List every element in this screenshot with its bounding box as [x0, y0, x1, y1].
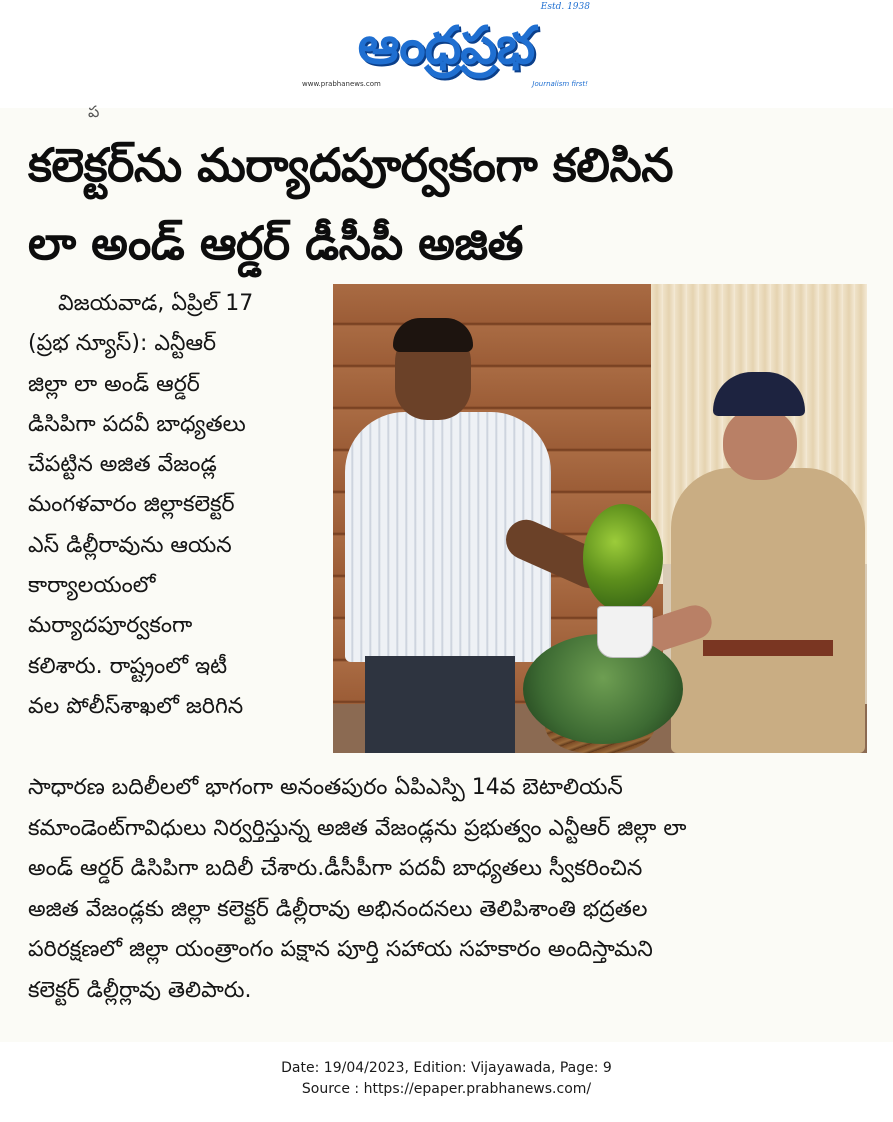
- article-wide-text: [28, 768, 868, 1011]
- newspaper-logo: [296, 2, 596, 92]
- masthead: [0, 0, 893, 108]
- wide-line: కలెక్టర్ డిల్లీర్లావు తెలిపారు.: [28, 977, 252, 1003]
- article-column: [28, 284, 328, 727]
- wide-line: సాధారణ బదిలీలలో భాగంగా అనంతపురం ఏపిఎస్పి 14వ బెటాలియన్: [28, 775, 623, 800]
- column-line: చేపట్టిన అజిత వేజండ్ల: [28, 452, 217, 478]
- wide-line: అండ్ ఆర్డర్ డిసిపిగా బదిలీ చేశారు.డీసీపీగా పదవీ బాధ్యతలు స్వీకరించిన: [28, 856, 643, 881]
- column-line: (ప్రభ న్యూస్): ఎన్టీఆర్: [28, 331, 217, 357]
- headline-line: కలెక్టర్‌ను మర్యాదపూర్వకంగా కలిసిన: [28, 138, 674, 192]
- logo-title: ఆంధ్రప్రభ: [357, 16, 535, 76]
- wide-line: కమాండెంట్‌గావిధులు నిర్వర్తిస్తున్న అజిత వేజండ్లను ప్రభుత్వం ఎన్టీఆర్ జిల్లా లా: [28, 815, 687, 841]
- wide-line: అజిత వేజండ్లకు జిల్లా కలెక్టర్ డిల్లీరావు అభినందనలు తెలిపిశాంతి భద్రతల: [28, 896, 648, 922]
- logo-url: www.prabhanews.com: [302, 80, 381, 88]
- wide-line: పరిరక్షణలో జిల్లా యంత్రాంగం పక్షాన పూర్తి సహాయ సహకారం అందిస్తామని: [28, 937, 653, 962]
- photo-officer-face: [723, 408, 797, 480]
- column-line: మంగళవారం జిల్లాకలెక్టర్: [28, 492, 235, 518]
- footer-source[interactable]: Source : https://epaper.prabhanews.com/: [301, 1081, 592, 1097]
- column-line: వల పోలీస్‌శాఖలో జరిగిన: [28, 693, 244, 719]
- column-line: డిసిపిగా పదవీ బాధ్యతలు: [28, 411, 246, 437]
- photo-officer-belt: [703, 640, 833, 656]
- photo-collector-pants: [365, 656, 515, 753]
- stray-mark: ప: [88, 102, 100, 121]
- column-line: మర్యాదపూర్వకంగా: [28, 613, 193, 639]
- column-line: జిల్లా లా అండ్ ఆర్డర్: [28, 371, 200, 397]
- headline-line: లా అండ్ ఆర్డర్ డీసీపీ అజిత: [28, 216, 523, 270]
- news-photo: [333, 284, 867, 753]
- column-line: కలిశారు. రాష్ట్రంలో ఇటీ: [28, 653, 228, 679]
- headline: [28, 126, 868, 282]
- footer: [0, 1058, 893, 1100]
- logo-tagline: Journalism first!: [532, 80, 588, 88]
- logo-estd: Estd. 1938: [540, 2, 590, 12]
- photo-collector-hair: [393, 318, 473, 352]
- column-line: ఎస్ డిల్లీరావును ఆయన: [28, 532, 232, 558]
- column-line: కార్యాలయంలో: [28, 573, 156, 599]
- footer-date-edition: Date: 19/04/2023, Edition: Vijayawada, Page: 9: [281, 1060, 612, 1076]
- photo-gift-pot: [597, 606, 653, 658]
- news-clipping: [0, 102, 893, 1042]
- photo-gift-plant: [583, 504, 663, 612]
- column-line: విజయవాడ, ఏప్రిల్ 17: [58, 291, 254, 316]
